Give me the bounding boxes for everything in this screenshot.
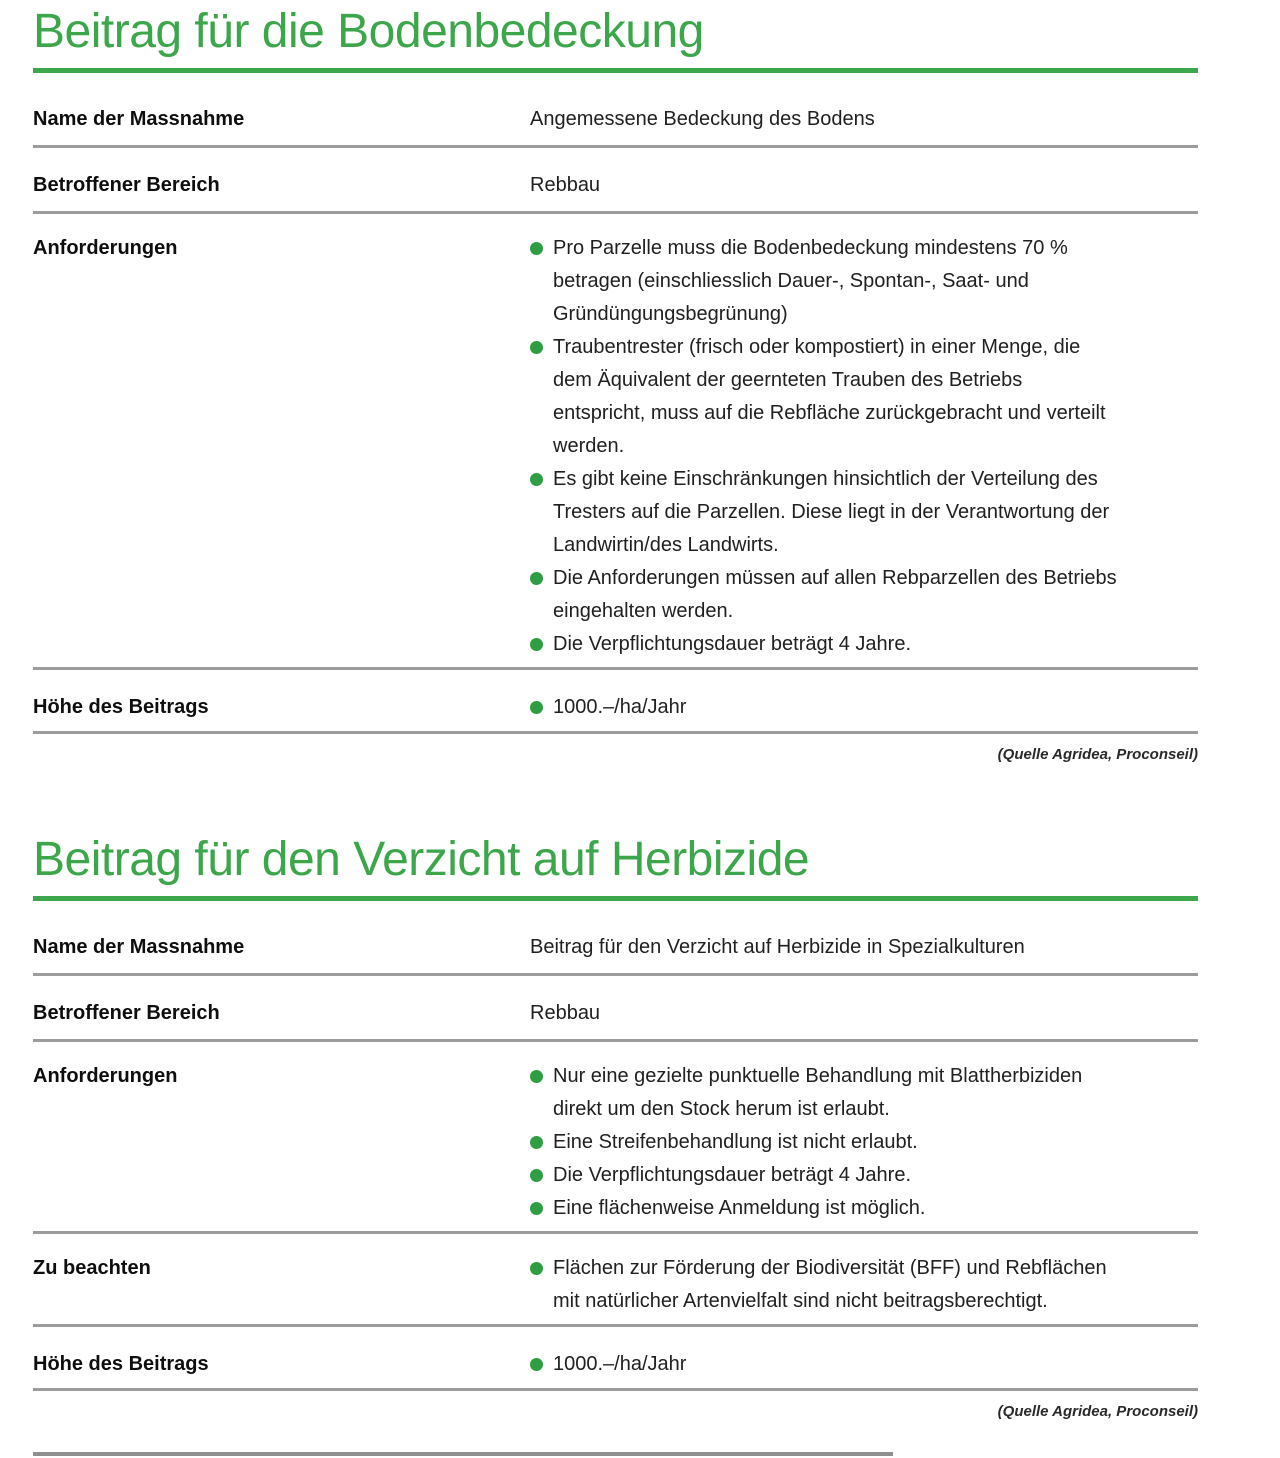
row-label: Name der Massnahme <box>33 936 245 958</box>
bullet-list <box>530 1252 1118 1318</box>
row-value <box>530 1060 1198 1225</box>
row-label: Höhe des Beitrags <box>33 1353 209 1375</box>
table-row <box>33 670 1198 734</box>
bullet-text: Flächen zur Förderung der Biodiversität (BFF) und Rebflächen mit natürlicher Artenvielfalt sind nicht beitragsberechtigt. <box>553 1257 1107 1312</box>
bullet-item <box>530 232 1118 331</box>
row-label: Betroffener Bereich <box>33 1002 220 1024</box>
bullet-icon <box>530 572 543 585</box>
bullet-icon <box>530 1358 543 1371</box>
bullet-item <box>530 1252 1118 1318</box>
row-value <box>530 1348 1198 1381</box>
bullet-icon <box>530 1202 543 1215</box>
info-table <box>33 73 1198 734</box>
bullet-item <box>530 562 1118 628</box>
row-value: Beitrag für den Verzicht auf Herbizide in Spezialkulturen <box>530 936 1025 958</box>
row-value: Rebbau <box>530 174 601 196</box>
source-note: (Quelle Agridea, Proconseil) <box>997 746 1198 763</box>
row-label: Anforderungen <box>33 1065 178 1087</box>
table-row <box>33 976 1198 1042</box>
bullet-text: Die Anforderungen müssen auf allen Rebparzellen des Betriebs eingehalten werden. <box>553 567 1117 622</box>
bullet-icon <box>530 242 543 255</box>
info-table <box>33 901 1198 1391</box>
table-row <box>33 73 1198 148</box>
bullet-text: Eine Streifenbehandlung ist nicht erlaubt. <box>553 1131 918 1153</box>
bullet-item <box>530 1060 1118 1126</box>
bullet-text: Es gibt keine Einschränkungen hinsichtlich der Verteilung des Tresters auf die Parzellen. Diese liegt in der Verantwortung der Landwirtin/des Landwirts. <box>553 468 1110 556</box>
bullet-text: Die Verpflichtungsdauer beträgt 4 Jahre. <box>553 633 911 655</box>
row-value <box>530 232 1198 661</box>
table-row <box>33 1234 1198 1327</box>
bullet-item <box>530 1192 1118 1225</box>
bullet-item <box>530 331 1118 463</box>
bullet-text: Die Verpflichtungsdauer beträgt 4 Jahre. <box>553 1164 911 1186</box>
bullet-item <box>530 1126 1118 1159</box>
bullet-item <box>530 1159 1118 1192</box>
section-title: Beitrag für den Verzicht auf Herbizide <box>33 833 810 886</box>
section-herbizide <box>33 828 1198 1421</box>
bullet-text: Nur eine gezielte punktuelle Behandlung mit Blattherbiziden direkt um den Stock herum ist erlaubt. <box>553 1065 1083 1120</box>
row-value <box>530 691 1198 724</box>
row-value: Rebbau <box>530 1002 601 1024</box>
bullet-text: Traubentrester (frisch oder kompostiert) in einer Menge, die dem Äquivalent der geernteten Trauben des Betriebs entspricht, muss auf die Rebfläche zurückgebracht und verteilt werden. <box>553 336 1106 457</box>
bullet-icon <box>530 341 543 354</box>
bullet-text: Pro Parzelle muss die Bodenbedeckung mindestens 70 % betragen (einschliesslich Dauer-, Spontan-, Saat- und Gründüngungsbegrünung) <box>553 237 1068 325</box>
bullet-item <box>530 1348 1118 1381</box>
section-bodenbedeckung <box>33 0 1198 764</box>
bullet-item <box>530 691 1118 724</box>
bullet-icon <box>530 638 543 651</box>
table-row <box>33 1042 1198 1234</box>
table-row <box>33 214 1198 670</box>
source-note: (Quelle Agridea, Proconseil) <box>997 1403 1198 1420</box>
row-label: Höhe des Beitrags <box>33 696 209 718</box>
row-label: Betroffener Bereich <box>33 174 220 196</box>
bullet-icon <box>530 1070 543 1083</box>
table-row <box>33 901 1198 976</box>
bullet-text: Eine flächenweise Anmeldung ist möglich. <box>553 1197 926 1219</box>
table-row <box>33 1327 1198 1391</box>
bullet-icon <box>530 1136 543 1149</box>
amount-value: 1000.–/ha/Jahr <box>553 1353 687 1375</box>
row-label: Anforderungen <box>33 237 178 259</box>
bullet-icon <box>530 701 543 714</box>
bullet-list <box>530 691 1118 724</box>
bottom-cut-line <box>33 1452 893 1456</box>
row-label: Zu beachten <box>33 1257 151 1279</box>
amount-value: 1000.–/ha/Jahr <box>553 696 687 718</box>
bullet-icon <box>530 1262 543 1275</box>
bullet-item <box>530 463 1118 562</box>
bullet-icon <box>530 473 543 486</box>
table-row <box>33 148 1198 214</box>
row-label: Name der Massnahme <box>33 108 245 130</box>
bullet-list <box>530 232 1118 661</box>
bullet-list <box>530 1348 1118 1381</box>
bullet-icon <box>530 1169 543 1182</box>
bullet-item <box>530 628 1118 661</box>
section-title: Beitrag für die Bodenbedeckung <box>33 5 704 58</box>
row-value <box>530 1252 1198 1318</box>
bullet-list <box>530 1060 1118 1225</box>
row-value: Angemessene Bedeckung des Bodens <box>530 108 875 130</box>
